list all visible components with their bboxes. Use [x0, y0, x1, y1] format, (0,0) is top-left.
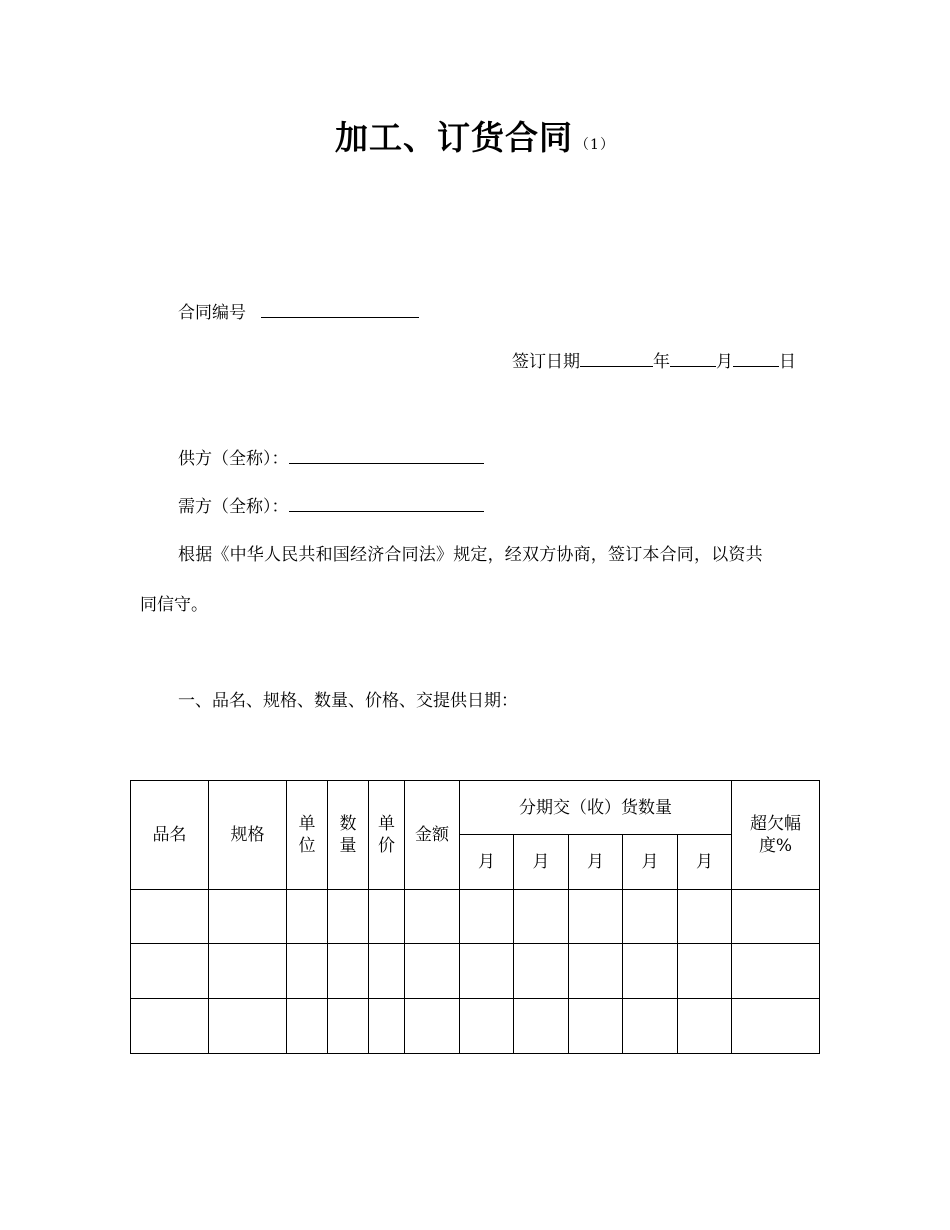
table-cell[interactable] — [678, 890, 732, 944]
table-cell[interactable] — [569, 999, 623, 1054]
contract-number-label: 合同编号 — [178, 303, 246, 323]
goods-table — [130, 780, 820, 1054]
header-amount: 金额 — [405, 781, 460, 890]
header-qty-text: 数量 — [339, 814, 357, 856]
table-cell[interactable] — [328, 999, 369, 1054]
table-cell[interactable] — [569, 944, 623, 999]
table-cell[interactable] — [405, 890, 460, 944]
table-cell[interactable] — [514, 890, 569, 944]
table-cell[interactable] — [209, 944, 287, 999]
header-unit — [287, 781, 328, 890]
table-cell[interactable] — [514, 944, 569, 999]
header-unit-text: 单位 — [298, 814, 316, 856]
table-row — [131, 890, 820, 944]
table-cell[interactable] — [623, 890, 678, 944]
header-qty — [328, 781, 369, 890]
table-cell[interactable] — [678, 944, 732, 999]
month-5: 月 — [678, 835, 732, 890]
preamble-line-1: 根据《中华人民共和国经济合同法》规定，经双方协商，签订本合同，以资共 — [178, 545, 763, 565]
sign-date-row — [512, 347, 796, 372]
table-cell[interactable] — [369, 944, 405, 999]
table-cell[interactable] — [405, 999, 460, 1054]
month-1: 月 — [460, 835, 514, 890]
table-cell[interactable] — [287, 944, 328, 999]
buyer-label: 需方（全称）： — [178, 497, 289, 517]
buyer-name-field[interactable] — [289, 497, 484, 512]
section-1-heading: 一、品名、规格、数量、价格、交提供日期： — [178, 691, 518, 711]
day-label: 日 — [779, 352, 796, 372]
table-cell[interactable] — [287, 999, 328, 1054]
header-tolerance — [732, 781, 820, 890]
header-spec: 规格 — [209, 781, 287, 890]
table-cell[interactable] — [623, 999, 678, 1054]
year-label: 年 — [653, 352, 670, 372]
table-cell[interactable] — [732, 944, 820, 999]
month-3: 月 — [569, 835, 623, 890]
buyer-row — [178, 492, 484, 517]
table-cell[interactable] — [732, 999, 820, 1054]
table-cell[interactable] — [209, 999, 287, 1054]
table-cell[interactable] — [569, 890, 623, 944]
document-title — [0, 112, 950, 159]
month-2: 月 — [514, 835, 569, 890]
header-price-text: 单价 — [378, 814, 395, 856]
sign-month-field[interactable] — [670, 352, 716, 367]
table-cell[interactable] — [405, 944, 460, 999]
preamble-line-2: 同信守。 — [140, 595, 208, 615]
table-cell[interactable] — [328, 890, 369, 944]
table-cell[interactable] — [514, 999, 569, 1054]
table-cell[interactable] — [732, 890, 820, 944]
supplier-label: 供方（全称）： — [178, 449, 289, 469]
table-cell[interactable] — [623, 944, 678, 999]
supplier-row — [178, 444, 484, 469]
table-cell[interactable] — [678, 999, 732, 1054]
table-cell[interactable] — [287, 890, 328, 944]
contract-number-row — [178, 298, 419, 323]
table-cell[interactable] — [460, 999, 514, 1054]
table-cell[interactable] — [131, 890, 209, 944]
title-text: 加工、订货合同 — [335, 118, 574, 157]
supplier-name-field[interactable] — [289, 449, 484, 464]
sign-date-label: 签订日期 — [512, 352, 580, 372]
table-row — [131, 944, 820, 999]
table-header-row — [131, 781, 820, 835]
table-cell[interactable] — [131, 944, 209, 999]
table-cell[interactable] — [328, 944, 369, 999]
header-price — [369, 781, 405, 890]
table-row — [131, 999, 820, 1054]
table-cell[interactable] — [460, 890, 514, 944]
title-note: （1） — [575, 137, 615, 153]
month-label: 月 — [716, 352, 733, 372]
sign-year-field[interactable] — [580, 352, 653, 367]
header-tolerance-text: 超欠幅度% — [750, 814, 802, 856]
table-cell[interactable] — [369, 999, 405, 1054]
month-4: 月 — [623, 835, 678, 890]
table-cell[interactable] — [209, 890, 287, 944]
contract-number-field[interactable] — [261, 303, 419, 318]
table-cell[interactable] — [131, 999, 209, 1054]
sign-day-field[interactable] — [733, 352, 779, 367]
table-cell[interactable] — [460, 944, 514, 999]
header-delivery: 分期交（收）货数量 — [460, 781, 732, 835]
table-cell[interactable] — [369, 890, 405, 944]
header-name: 品名 — [131, 781, 209, 890]
